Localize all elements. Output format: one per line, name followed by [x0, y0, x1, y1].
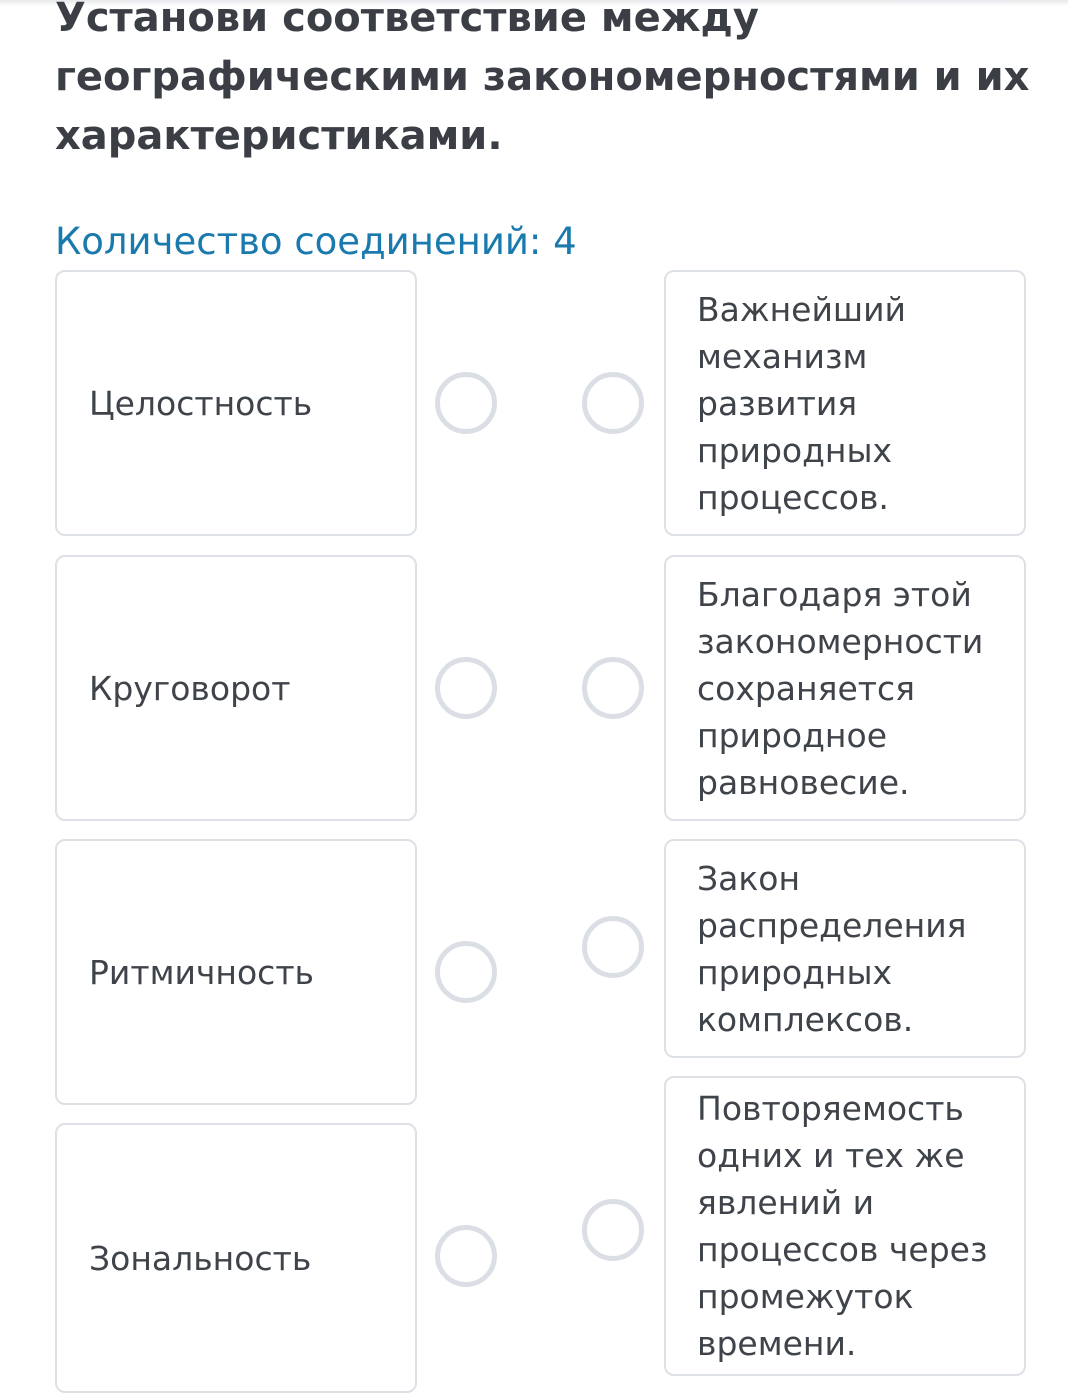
left-card-label: Ритмичность — [89, 952, 314, 992]
left-connector-3[interactable] — [435, 941, 497, 1003]
right-card-4[interactable] — [664, 1076, 1026, 1376]
right-connector-2[interactable] — [582, 657, 644, 719]
left-connector-2[interactable] — [435, 657, 497, 719]
right-connector-4[interactable] — [582, 1199, 644, 1261]
connections-count: Количество соединений: 4 — [55, 220, 577, 263]
left-card-1[interactable] — [55, 270, 417, 536]
right-card-2[interactable] — [664, 555, 1026, 821]
right-card-1[interactable] — [664, 270, 1026, 536]
right-card-label: Закон распределения природных комплексов. — [697, 858, 967, 1039]
left-connector-4[interactable] — [435, 1225, 497, 1287]
right-card-label: Важнейший механизм развития природных процессов. — [697, 289, 907, 517]
left-card-2[interactable] — [55, 555, 417, 821]
right-card-3[interactable] — [664, 839, 1026, 1058]
left-card-label: Зональность — [89, 1238, 312, 1278]
left-card-label: Целостность — [89, 383, 313, 423]
left-connector-1[interactable] — [435, 372, 497, 434]
question-title: Установи соответствие между географическими закономерностями и их характеристиками. — [55, 0, 1030, 159]
left-card-3[interactable] — [55, 839, 417, 1105]
right-connector-3[interactable] — [582, 916, 644, 978]
left-card-4[interactable] — [55, 1123, 417, 1393]
right-card-label: Повторяемость одних и тех же явлений и процессов через промежуток времени. — [697, 1089, 988, 1363]
right-connector-1[interactable] — [582, 372, 644, 434]
left-card-label: Круговорот — [89, 668, 291, 708]
right-card-label: Благодаря этой закономерности сохраняется природное равновесие. — [697, 574, 984, 802]
